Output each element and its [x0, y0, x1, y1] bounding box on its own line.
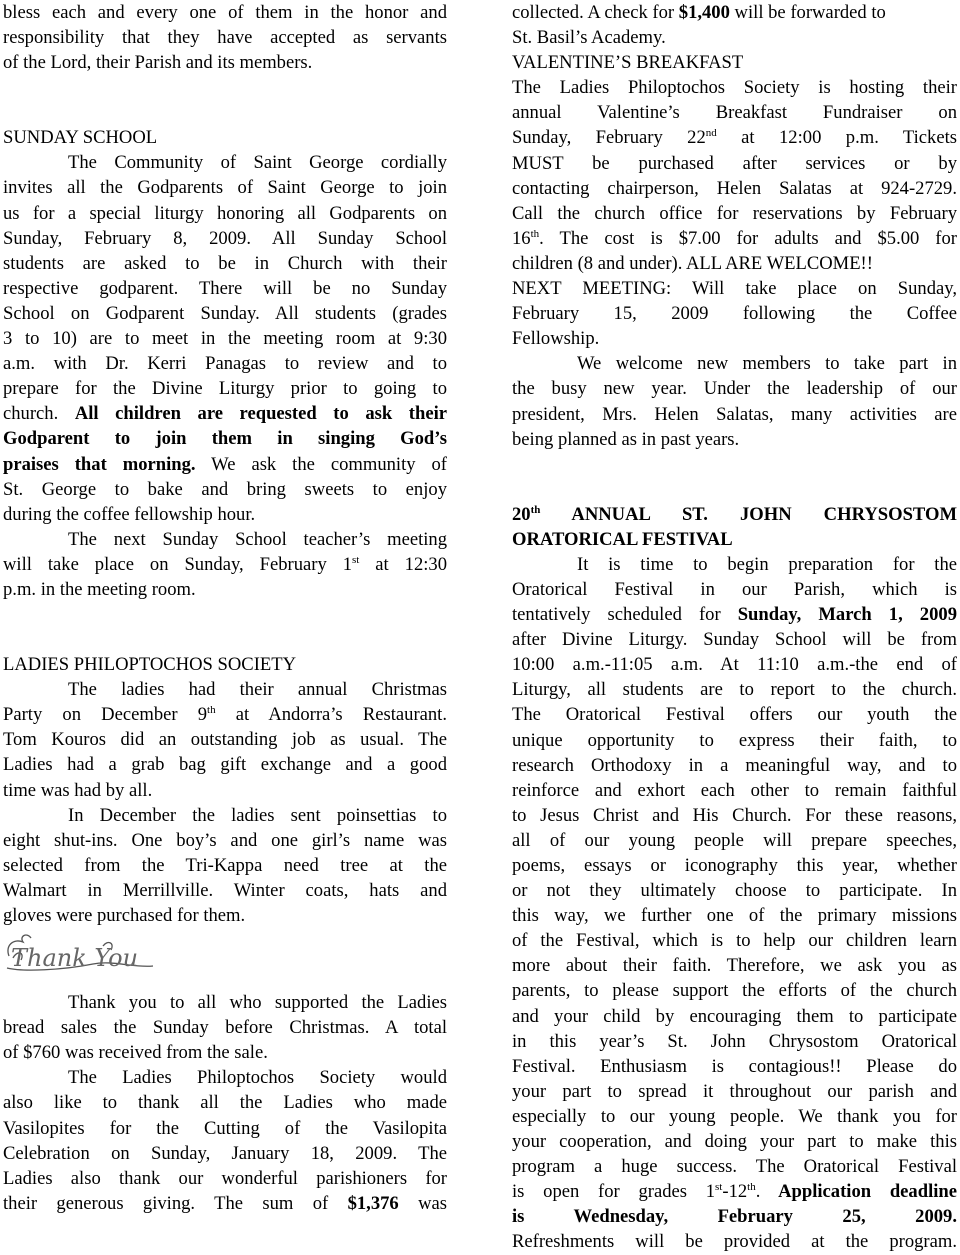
body-line: eight shut-ins. One boy’s and one girl’s name was	[3, 829, 447, 851]
body-line: invites all the Godparents of Saint George to join	[3, 177, 447, 199]
body-line: to Jesus Christ and His Church. For these reasons,	[512, 804, 957, 826]
section-heading-valentine: VALENTINE’S BREAKFAST	[512, 52, 744, 74]
body-line: also like to thank all the Ladies who made	[3, 1092, 447, 1114]
body-line: Oratorical Festival in our Parish, which is	[512, 578, 957, 600]
body-line: especially to our young people. We thank you for	[512, 1105, 957, 1127]
body-line: Liturgy, all students are to report to the church.	[512, 679, 957, 701]
body-line: during the coffee fellowship hour.	[3, 503, 256, 525]
body-line: poems, essays or iconography this year, whether	[512, 855, 957, 876]
body-line: p.m. in the meeting room.	[3, 578, 196, 600]
body-line: selected from the Tri-Kappa need tree at the	[3, 854, 447, 876]
body-line: NEXT MEETING: Will take place on Sunday,	[512, 278, 957, 300]
body-line: of the Lord, their Parish and its members.	[3, 52, 313, 74]
body-line: praises that morning. We ask the community of	[3, 453, 447, 475]
left-column	[3, 0, 447, 1216]
body-line: us for a special liturgy honoring all Godparents on	[3, 202, 447, 224]
body-line: responsibility that they have accepted as servants	[3, 27, 447, 49]
body-line: contacting chairperson, Helen Salatas at 924-2729.	[512, 177, 957, 199]
body-line: Ladies also thank our wonderful parishioners for	[3, 1167, 447, 1189]
body-line: Festival. Enthusiasm is contagious!! Please do	[512, 1055, 957, 1077]
body-line: the busy new year. Under the leadership of our	[512, 378, 957, 400]
body-line: MUST be purchased after services or by	[512, 152, 957, 174]
body-line: prepare for the Divine Liturgy prior to going to	[3, 378, 447, 400]
body-line: 3 to 10) are to meet in the meeting room at 9:30	[3, 328, 447, 350]
body-line: 16th. The cost is $7.00 for adults and $5.00 for	[512, 227, 957, 249]
body-line: Sunday, February 22nd at 12:00 p.m. Tickets	[512, 127, 957, 149]
body-line: unique opportunity to express their faith, to	[512, 729, 957, 751]
body-line: St. George to bake and bring sweets to enjoy	[3, 478, 447, 500]
body-line: tentatively scheduled for Sunday, March 1, 2009	[512, 604, 957, 626]
body-line: after Divine Liturgy. Sunday School will be from	[512, 629, 957, 651]
body-line: or not they ultimately choose to participate. In	[512, 880, 957, 902]
body-line: Ladies had a grab bag gift exchange and a good	[3, 754, 447, 776]
body-line: Walmart in Merrillville. Winter coats, hats and	[3, 879, 447, 901]
body-line: church. All children are requested to ask their	[3, 403, 447, 425]
body-line: president, Mrs. Helen Salatas, many activities are	[512, 403, 957, 425]
body-line-bold: Godparent to join them in singing God’s	[3, 428, 447, 450]
body-line: bless each and every one of them in the honor and	[3, 2, 447, 23]
body-line: The Oratorical Festival offers our youth the	[512, 704, 957, 726]
body-line: parents, to please support the efforts of the church	[512, 980, 957, 1002]
body-line: research Orthodoxy in a meaningful way, and to	[512, 754, 957, 776]
body-line: Party on December 9th at Andorra’s Restaurant.	[3, 704, 447, 726]
body-line: Refreshments will be provided at the program.	[512, 1231, 957, 1253]
body-line: more about their faith. Therefore, we ask you as	[512, 955, 957, 977]
body-line: Sunday, February 8, 2009. All Sunday School	[3, 227, 447, 249]
body-line-bold: is Wednesday, February 25, 2009.	[512, 1206, 957, 1228]
body-line: St. Basil’s Academy.	[512, 27, 666, 49]
body-line: your part to spread it throughout our parish and	[512, 1080, 957, 1102]
body-line: School on Godparent Sunday. All students (grades	[3, 302, 447, 324]
body-line: and your child by encouraging them to participate	[512, 1005, 957, 1027]
body-line: in this year’s St. John Chrysostom Oratorical	[512, 1030, 957, 1052]
body-line: We welcome new members to take part in	[577, 353, 957, 375]
body-line: their generous giving. The sum of $1,376 was	[3, 1192, 447, 1214]
body-line: Tom Kouros did an outstanding job as usual. The	[3, 729, 447, 751]
body-line: In December the ladies sent poinsettias to	[68, 804, 447, 826]
body-line: your cooperation, and doing your part to make this	[512, 1131, 957, 1153]
body-line: students are asked to be in Church with their	[3, 252, 447, 274]
body-line: The next Sunday School teacher’s meeting	[68, 528, 447, 550]
body-line: It is time to begin preparation for the	[577, 553, 957, 575]
body-line: of the Festival, which is to help our children learn	[512, 930, 957, 952]
body-line: of $760 was received from the sale.	[3, 1042, 268, 1064]
body-line: Fellowship.	[512, 328, 600, 350]
body-line: this way, we further one of the primary missions	[512, 905, 957, 927]
body-line: program a huge success. The Oratorical Festival	[512, 1156, 957, 1178]
body-line: respective godparent. There will be no Sunday	[3, 277, 447, 299]
section-heading-oratorical: 20th ANNUAL ST. JOHN CHRYSOSTOM	[512, 503, 957, 525]
body-line: collected. A check for $1,400 will be forwarded to	[512, 2, 886, 23]
body-line: The Ladies Philoptochos Society is hosting their	[512, 77, 957, 99]
body-line: The Community of Saint George cordially	[68, 152, 447, 174]
body-line: annual Valentine’s Breakfast Fundraiser on	[512, 102, 957, 124]
body-line: being planned as in past years.	[512, 428, 740, 450]
body-line: all of our young people will prepare speeches,	[512, 829, 957, 851]
body-line: children (8 and under). ALL ARE WELCOME!!	[512, 252, 873, 274]
body-line: bread sales the Sunday before Christmas. A total	[3, 1017, 447, 1039]
section-heading-sunday-school: SUNDAY SCHOOL	[3, 127, 158, 149]
body-line: a.m. with Dr. Kerri Panagas to review and to	[3, 353, 447, 375]
body-line: gloves were purchased for them.	[3, 905, 246, 926]
body-line: The ladies had their annual Christmas	[68, 679, 447, 701]
body-line: The Ladies Philoptochos Society would	[68, 1067, 447, 1089]
body-line: will take place on Sunday, February 1st at 12:30	[3, 553, 447, 575]
body-line: reinforce and exhort each other to remain faithful	[512, 779, 957, 801]
body-line: Thank you to all who supported the Ladies	[68, 992, 447, 1014]
right-column	[512, 0, 957, 1255]
section-heading-oratorical-2: ORATORICAL FESTIVAL	[512, 528, 733, 550]
body-line: Vasilopites for the Cutting of the Vasilopita	[3, 1117, 447, 1139]
body-line: is open for grades 1st-12th. Application deadline	[512, 1181, 957, 1203]
body-line: Celebration on Sunday, January 18, 2009. The	[3, 1142, 447, 1164]
body-line: February 15, 2009 following the Coffee	[512, 303, 957, 325]
svg-text:Thank You: Thank You	[11, 944, 139, 973]
body-line: Call the church office for reservations by February	[512, 202, 957, 224]
body-line: 10:00 a.m.-11:05 a.m. At 11:10 a.m.-the end of	[512, 654, 957, 676]
body-line: time was had by all.	[3, 779, 153, 801]
section-heading-philoptochos: LADIES PHILOPTOCHOS SOCIETY	[3, 654, 297, 676]
thank-you-graphic	[3, 928, 447, 990]
